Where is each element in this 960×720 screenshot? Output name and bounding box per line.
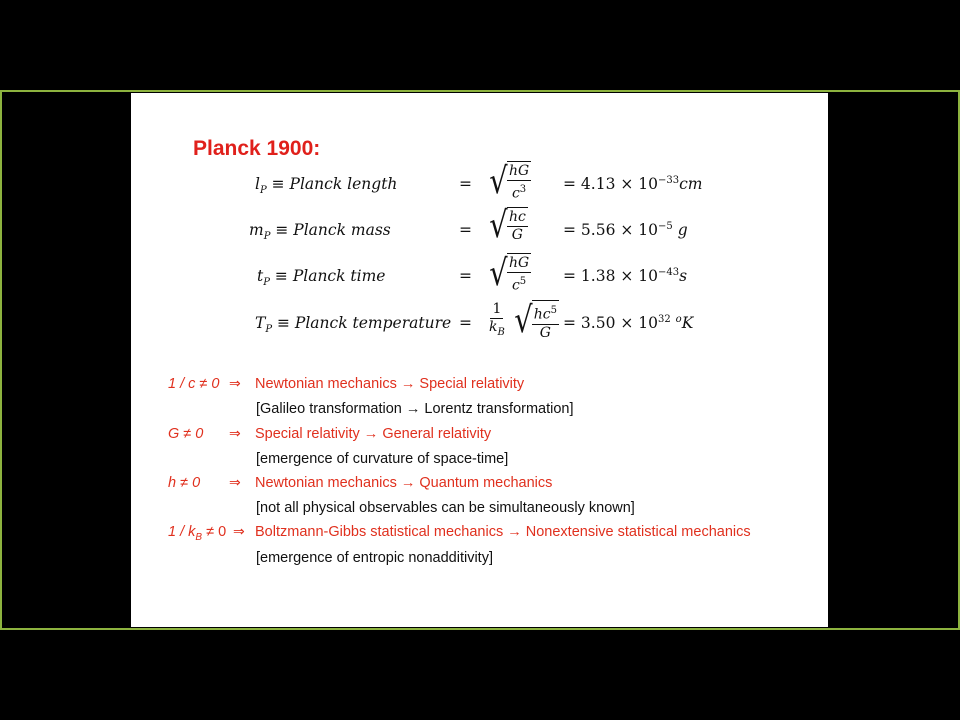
planck-length-value: = $4.13 \times 10^{-33}cm$ xyxy=(563,175,703,194)
equation-planck-length: $l_P$ ≡ Planck length xyxy=(255,175,398,197)
implies-arrow: ⇒ xyxy=(233,524,245,540)
limit-note: [emergence of curvature of space-time] xyxy=(256,451,509,467)
limit-note: [emergence of entropic nonadditivity] xyxy=(256,550,493,566)
limit-note: [Galileo transformation → Lorentz transformation] xyxy=(256,401,574,417)
limit-result: Newtonian mechanics → Quantum mechanics xyxy=(255,475,553,491)
sqrt-expression: √ $\frac{hG}{c^5}$ xyxy=(489,252,530,294)
limit-result: Newtonian mechanics → Special relativity xyxy=(255,376,525,392)
limit-condition: h ≠ 0 xyxy=(168,475,201,491)
equation-planck-mass: $m_P$ ≡ Planck mass xyxy=(249,221,391,243)
equation-planck-time: $t_P$ ≡ Planck time xyxy=(257,267,386,289)
implies-arrow: ⇒ xyxy=(229,475,241,491)
equals-sign: = xyxy=(459,221,472,239)
limit-note: [not all physical observables can be simultaneously known] xyxy=(256,500,635,516)
temperature-expression: $\frac{1}{k_B}$ √ $\frac{hc^5}{G}$ xyxy=(489,299,557,341)
planck-mass-value: = $5.56 \times 10^{-5}$ g xyxy=(563,221,688,240)
limit-condition: 1 / c ≠ 0 xyxy=(168,376,220,392)
slide xyxy=(131,93,828,627)
limit-condition: $1 / k_B \ne 0$ xyxy=(168,524,227,543)
equals-sign: = xyxy=(459,314,472,332)
planck-time-value: = $1.38 \times 10^{-43}s$ xyxy=(563,267,688,286)
implies-arrow: ⇒ xyxy=(229,426,241,442)
equation-planck-temperature: $T_P$ ≡ Planck temperature xyxy=(255,314,452,336)
limit-result: Boltzmann-Gibbs statistical mechanics → Nonextensive statistical mechanics xyxy=(255,524,751,540)
planck-temperature-value: = $3.50 \times 10^{32}$ $^o$K xyxy=(563,314,694,333)
sqrt-expression: √ $\frac{hc}{G}$ xyxy=(489,204,526,246)
slide-title: Planck 1900: xyxy=(193,137,321,160)
sqrt-expression: √ $\frac{hG}{c^3}$ xyxy=(489,160,530,202)
limit-condition: G ≠ 0 xyxy=(168,426,204,442)
limit-result: Special relativity → General relativity xyxy=(255,426,492,442)
equals-sign: = xyxy=(459,267,472,285)
equals-sign: = xyxy=(459,175,472,193)
implies-arrow: ⇒ xyxy=(229,376,241,392)
